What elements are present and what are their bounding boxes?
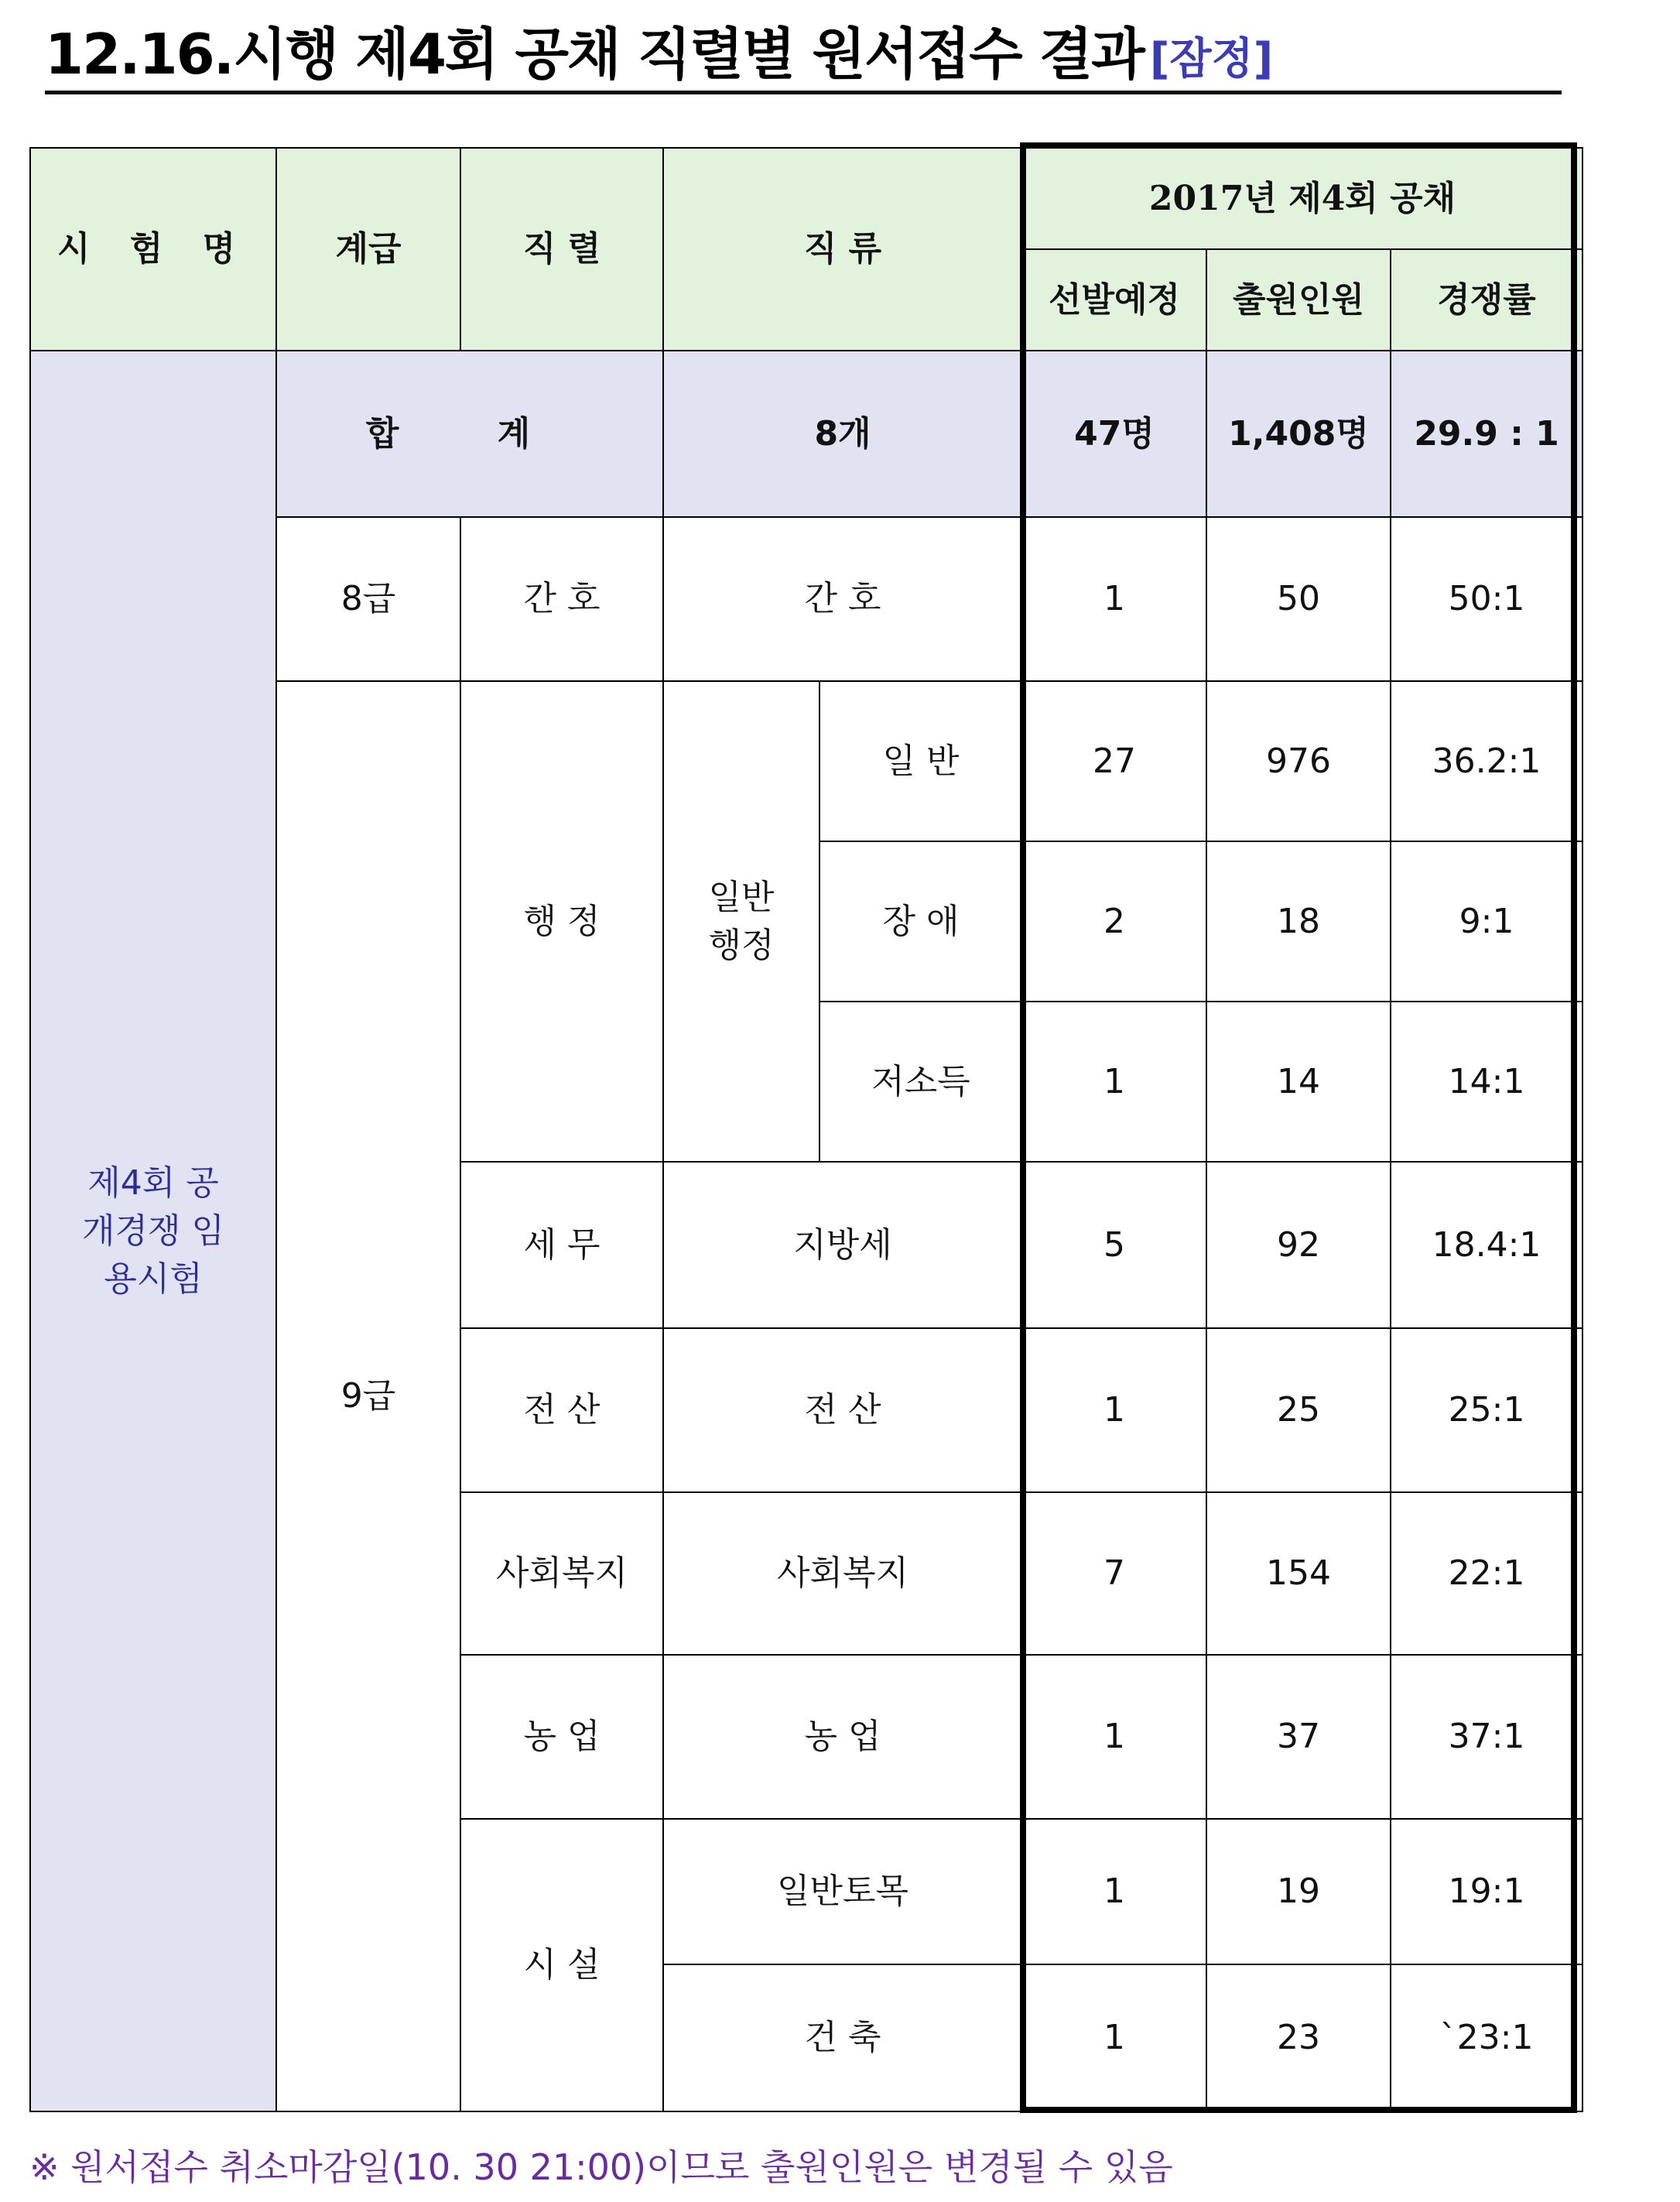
ratio-cell: 25:1 — [1391, 1328, 1582, 1492]
series-cell: 전 산 — [460, 1328, 663, 1492]
ratio-cell: 19:1 — [1391, 1819, 1582, 1964]
header-ratio: 경쟁률 — [1391, 249, 1582, 351]
title-main: 12.16.시행 제4회 공채 직렬별 원서접수 결과 — [45, 22, 1144, 87]
ratio-cell: 9:1 — [1391, 841, 1582, 1002]
total-row — [30, 351, 1582, 517]
applicants-cell: 14 — [1206, 1002, 1391, 1162]
series-cell: 농 업 — [460, 1655, 663, 1819]
category-text: 일반 행정 — [708, 877, 775, 965]
total-applicants: 1,408명 — [1206, 351, 1391, 517]
applicants-cell: 19 — [1206, 1819, 1391, 1964]
applicants-cell: 154 — [1206, 1492, 1391, 1655]
grade-cell: 9급 — [276, 681, 460, 2111]
planned-cell: 1 — [1022, 1002, 1206, 1162]
total-categories: 8개 — [663, 351, 1022, 517]
applicants-cell: 37 — [1206, 1655, 1391, 1819]
ratio-cell: 18.4:1 — [1391, 1162, 1582, 1328]
applicants-cell: 23 — [1206, 1964, 1391, 2111]
category-cell: 일반토목 — [663, 1819, 1022, 1964]
category-cell: 지방세 — [663, 1162, 1022, 1328]
ratio-cell: `23:1 — [1391, 1964, 1582, 2111]
planned-cell: 1 — [1022, 1964, 1206, 2111]
subcategory-cell: 일 반 — [819, 681, 1022, 841]
applicants-cell: 92 — [1206, 1162, 1391, 1328]
applicants-cell: 25 — [1206, 1328, 1391, 1492]
planned-cell: 7 — [1022, 1492, 1206, 1655]
header-group: 2017년 제4회 공채 — [1022, 148, 1582, 249]
category-cell: 건 축 — [663, 1964, 1022, 2111]
ratio-cell: 22:1 — [1391, 1492, 1582, 1655]
planned-cell: 1 — [1022, 1655, 1206, 1819]
applicants-cell: 976 — [1206, 681, 1391, 841]
exam-name-text: 제4회 공개경쟁 임용시험 — [81, 1163, 224, 1299]
footnote: ※ 원서접수 취소마감일(10. 30 21:00)이므로 출원인원은 변경될 수 있음 — [29, 2146, 1173, 2188]
header-planned: 선발예정 — [1022, 249, 1206, 351]
subcategory-cell: 장 애 — [819, 841, 1022, 1002]
header-exam: 시 험 명 — [30, 148, 276, 351]
title-tag: [잠정] — [1149, 34, 1274, 84]
planned-cell: 1 — [1022, 1819, 1206, 1964]
header-row-1 — [30, 148, 1582, 249]
ratio-cell: 50:1 — [1391, 517, 1582, 681]
category-cell: 사회복지 — [663, 1492, 1022, 1655]
series-cell: 시 설 — [460, 1819, 663, 2111]
category-cell: 전 산 — [663, 1328, 1022, 1492]
series-cell: 행 정 — [460, 681, 663, 1162]
page-title — [45, 17, 1562, 94]
series-cell: 사회복지 — [460, 1492, 663, 1655]
header-series: 직 렬 — [460, 148, 663, 351]
planned-cell: 2 — [1022, 841, 1206, 1002]
category-cell: 간 호 — [663, 517, 1022, 681]
applicants-cell: 50 — [1206, 517, 1391, 681]
header-grade: 계급 — [276, 148, 460, 351]
category-cell — [663, 681, 819, 1162]
applicants-cell: 18 — [1206, 841, 1391, 1002]
total-planned: 47명 — [1022, 351, 1206, 517]
header-category: 직 류 — [663, 148, 1022, 351]
ratio-cell: 14:1 — [1391, 1002, 1582, 1162]
grade-cell: 8급 — [276, 517, 460, 681]
planned-cell: 5 — [1022, 1162, 1206, 1328]
total-ratio: 29.9 : 1 — [1391, 351, 1582, 517]
ratio-cell: 36.2:1 — [1391, 681, 1582, 841]
ratio-cell: 37:1 — [1391, 1655, 1582, 1819]
results-table — [29, 147, 1583, 2112]
category-cell: 농 업 — [663, 1655, 1022, 1819]
planned-cell: 27 — [1022, 681, 1206, 841]
series-cell: 간 호 — [460, 517, 663, 681]
total-label: 합 계 — [276, 351, 663, 517]
planned-cell: 1 — [1022, 517, 1206, 681]
header-applicants: 출원인원 — [1206, 249, 1391, 351]
series-cell: 세 무 — [460, 1162, 663, 1328]
planned-cell: 1 — [1022, 1328, 1206, 1492]
subcategory-cell: 저소득 — [819, 1002, 1022, 1162]
exam-name — [30, 351, 276, 2111]
